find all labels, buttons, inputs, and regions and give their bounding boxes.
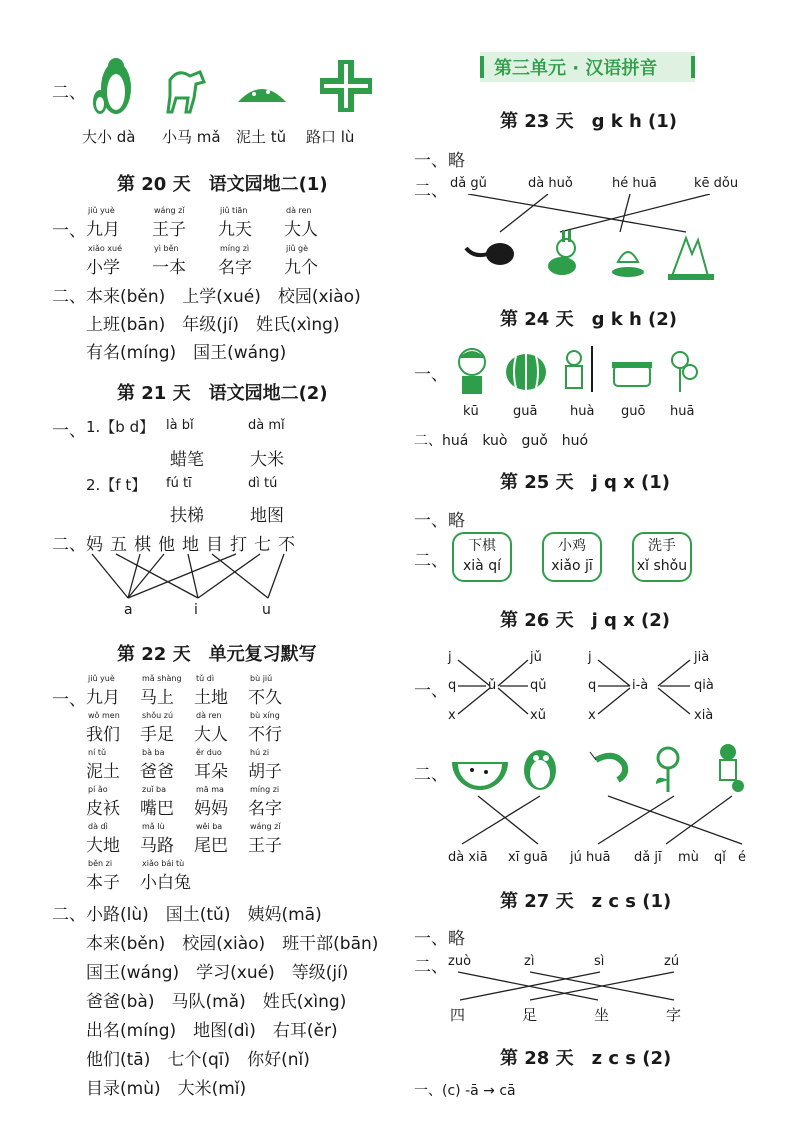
- answer-line: 一、(c) -ā → cā: [414, 1083, 516, 1099]
- final-center: ǔ: [488, 678, 497, 693]
- pinyin: fú tī: [166, 476, 192, 491]
- section-label: 一、: [52, 221, 86, 241]
- ruby-hanzi: 小白兔: [140, 873, 191, 893]
- day-28-title: 第 28 天 z c s (2): [500, 1048, 672, 1069]
- result: jǔ: [530, 650, 542, 665]
- section-label: 二、: [52, 535, 86, 555]
- char: 他: [158, 535, 175, 555]
- char: 妈: [86, 535, 103, 555]
- ruby-pinyin: ěr duo: [196, 748, 222, 757]
- star-lines-right: [596, 656, 696, 718]
- card-hanzi: 洗手: [648, 538, 676, 554]
- watermelon-icon: [452, 762, 508, 790]
- ruby-hanzi: 嘴巴: [140, 799, 174, 819]
- pinyin: dà xiā: [448, 850, 488, 865]
- section-label: 一、略: [414, 511, 465, 531]
- dirt-mound-icon: [238, 89, 286, 102]
- pinyin: zú: [664, 954, 680, 969]
- char: 地: [182, 535, 199, 555]
- vowel: i: [194, 602, 198, 618]
- day-25-title: 第 25 天 j q x (1): [500, 472, 671, 493]
- star-lines-left: [456, 656, 536, 718]
- day-21-title: 第 21 天 语文园地二(2): [117, 383, 328, 404]
- picture-word: 小马 mǎ: [162, 128, 221, 146]
- initial: j: [448, 650, 452, 665]
- day-20-title: 第 20 天 语文园地二(1): [117, 174, 328, 195]
- pinyin: dà mǐ: [248, 418, 285, 433]
- matching-lines: [448, 970, 688, 1002]
- ruby-hanzi: 不行: [248, 725, 282, 745]
- ruby-hanzi: 大人: [194, 725, 228, 745]
- ruby-pinyin: jiǔ gè: [286, 244, 309, 253]
- ruby-pinyin: yì běn: [154, 244, 179, 253]
- word-card: [452, 532, 512, 582]
- ruby-hanzi: 胡子: [248, 762, 282, 782]
- ruby-hanzi: 皮袄: [86, 799, 120, 819]
- ruby-hanzi: 马上: [140, 688, 174, 708]
- ruby-pinyin: dà ren: [196, 711, 222, 720]
- pinyin: dǎ jī: [634, 850, 662, 865]
- char: 棋: [134, 535, 151, 555]
- result: qià: [694, 678, 714, 693]
- ruby-hanzi: 泥土: [86, 762, 120, 782]
- answer-line: 二、huá kuò guǒ huó: [414, 433, 589, 449]
- answer-word: 蜡笔: [170, 450, 204, 470]
- answer-line: 他们(tā) 七个(qī) 你好(nǐ): [86, 1050, 310, 1070]
- vowel: a: [124, 602, 133, 618]
- pinyin: qǐ: [714, 850, 726, 865]
- ruby-pinyin: jiǔ yuè: [88, 674, 115, 683]
- char: 坐: [594, 1006, 610, 1024]
- day-22-title: 第 22 天 单元复习默写: [117, 644, 317, 665]
- ruby-pinyin: dà dì: [88, 822, 108, 831]
- ruby-hanzi: 王子: [248, 836, 282, 856]
- initial: j: [588, 650, 592, 665]
- shrimp-icon: [590, 752, 625, 780]
- ruby-pinyin: dà ren: [286, 206, 312, 215]
- answer-line: 出名(míng) 地图(dì) 右耳(ěr): [86, 1021, 338, 1041]
- d24-pictures: [450, 344, 710, 398]
- ruby-hanzi: 王子: [152, 220, 186, 240]
- pinyin: zì: [524, 954, 535, 969]
- pinyin: dà huǒ: [528, 176, 573, 191]
- ruby-pinyin: wáng zǐ: [250, 822, 281, 831]
- answer-line: 爸爸(bà) 马队(mǎ) 姓氏(xìng): [86, 992, 347, 1012]
- ruby-hanzi: 九个: [284, 258, 318, 278]
- char: 五: [110, 535, 127, 555]
- ruby-pinyin: jiǔ tiān: [220, 206, 248, 215]
- ruby-pinyin: běn zi: [88, 859, 113, 868]
- pinyin: huà: [570, 404, 595, 419]
- ruby-pinyin: pí ǎo: [88, 785, 108, 794]
- pinyin: huā: [670, 404, 695, 419]
- crossroad-icon: [320, 60, 372, 112]
- ruby-pinyin: mǎ shàng: [142, 674, 182, 683]
- ruby-hanzi: 九月: [86, 688, 120, 708]
- char: 目: [206, 535, 223, 555]
- picture-word: 泥土 tǔ: [236, 128, 287, 146]
- banner-bar-left: [480, 56, 484, 78]
- lotus-icon: [612, 252, 644, 277]
- painting-icon: [566, 346, 592, 392]
- campfire-icon: [668, 238, 714, 280]
- tadpole-icon: [466, 243, 514, 265]
- ruby-hanzi: 土地: [194, 688, 228, 708]
- char: 不: [278, 535, 295, 555]
- pumpkin-icon: [506, 354, 546, 390]
- ruby-hanzi: 大人: [284, 220, 318, 240]
- section-label: 一、略: [414, 151, 465, 171]
- pinyin: mù: [678, 850, 699, 865]
- ruby-pinyin: wǒ men: [88, 711, 120, 720]
- flower-icon: [672, 352, 697, 392]
- ruby-hanzi: 九月: [86, 220, 120, 240]
- boy-chicken-icon: [720, 744, 744, 792]
- ruby-pinyin: míng zì: [220, 244, 250, 253]
- ruby-pinyin: míng zi: [250, 785, 280, 794]
- pinyin: kē dǒu: [694, 176, 739, 191]
- ruby-hanzi: 手足: [140, 725, 174, 745]
- ruby-hanzi: 尾巴: [194, 836, 228, 856]
- answer-line: 本来(běn) 校园(xiào) 班干部(bān): [86, 934, 379, 954]
- ruby-hanzi: 不久: [248, 688, 282, 708]
- section-label: 一、: [52, 690, 86, 710]
- section-label: 二、: [52, 905, 86, 925]
- chrysanthemum-icon: [656, 748, 678, 792]
- ruby-hanzi: 爸爸: [140, 762, 174, 782]
- q1-prefix: 1.【b d】: [86, 418, 155, 436]
- initial: q: [448, 678, 457, 693]
- section-label: 二、: [52, 287, 86, 307]
- pinyin: zuò: [448, 954, 472, 969]
- section-label: 二、: [414, 181, 448, 201]
- ruby-hanzi: 小学: [86, 258, 120, 278]
- section-label: 二、: [414, 765, 448, 785]
- pinyin: xī guā: [508, 850, 548, 865]
- unit-title: 第三单元 · 汉语拼音: [494, 58, 658, 79]
- answer-line: 小路(lù) 国土(tǔ) 姨妈(mā): [86, 905, 322, 925]
- ruby-pinyin: zuǐ ba: [142, 785, 167, 794]
- ruby-hanzi: 马路: [140, 836, 174, 856]
- result: qǔ: [530, 678, 547, 693]
- ruby-pinyin: ní tǔ: [88, 748, 107, 757]
- ruby-pinyin: mā ma: [196, 785, 224, 794]
- ruby-hanzi: 妈妈: [194, 799, 228, 819]
- card-pinyin: xǐ shǒu: [636, 558, 688, 574]
- matching-lines: [80, 552, 340, 602]
- ruby-hanzi: 耳朵: [194, 762, 228, 782]
- answer-line: 上班(bān) 年级(jí) 姓氏(xìng): [86, 315, 340, 335]
- answer-line: 本来(běn) 上学(xué) 校园(xiào): [86, 287, 361, 307]
- card-pinyin: xiǎo jī: [551, 558, 593, 574]
- penguin-icon: [93, 58, 131, 114]
- answer-line: 国王(wáng) 学习(xué) 等级(jí): [86, 963, 349, 983]
- ruby-pinyin: wáng zǐ: [154, 206, 185, 215]
- matching-lines: [448, 794, 758, 848]
- pinyin: dǎ gǔ: [450, 176, 487, 191]
- initial: x: [588, 708, 596, 723]
- q2-prefix: 2.【f t】: [86, 476, 147, 494]
- card-hanzi: 下棋: [468, 538, 496, 554]
- ruby-pinyin: shǒu zú: [142, 711, 174, 720]
- char: 四: [450, 1006, 466, 1024]
- answer-line: 目录(mù) 大米(mǐ): [86, 1079, 247, 1099]
- day-23-title: 第 23 天 g k h (1): [500, 111, 678, 132]
- section-label: 二、: [52, 83, 86, 103]
- day-24-title: 第 24 天 g k h (2): [500, 309, 678, 330]
- pot-icon: [612, 362, 652, 386]
- section-label: 一、略: [414, 929, 465, 949]
- pinyin: kū: [463, 404, 479, 419]
- ruby-hanzi: 九天: [218, 220, 252, 240]
- result: xià: [694, 708, 714, 723]
- pinyin: é: [738, 850, 746, 865]
- pinyin: dì tú: [248, 476, 278, 491]
- initial: x: [448, 708, 456, 723]
- pinyin: là bǐ: [166, 418, 194, 433]
- ruby-pinyin: mǎ lù: [142, 822, 165, 831]
- ruby-pinyin: jiǔ yuè: [88, 206, 115, 215]
- picture-word: 路口 lù: [306, 128, 355, 146]
- pinyin: guō: [621, 404, 646, 419]
- pinyin: jú huā: [570, 850, 611, 865]
- day-27-title: 第 27 天 z c s (1): [500, 891, 672, 912]
- ruby-pinyin: wěi ba: [196, 822, 223, 831]
- answer-word: 扶梯: [170, 506, 204, 526]
- ruby-pinyin: xiǎo xué: [88, 244, 123, 253]
- horse-icon: [168, 72, 204, 112]
- answer-word: 大米: [250, 450, 284, 470]
- final-center: i-à: [632, 678, 649, 693]
- chick-icon: [524, 750, 556, 790]
- vowel: u: [262, 602, 271, 618]
- ruby-pinyin: hú zi: [250, 748, 270, 757]
- d23-pictures: [460, 228, 760, 284]
- word-card: [632, 532, 692, 582]
- card-pinyin: xià qí: [463, 558, 501, 574]
- ruby-hanzi: 名字: [218, 258, 252, 278]
- picture-word: 大小 dà: [82, 128, 136, 146]
- ruby-hanzi: 本子: [86, 873, 120, 893]
- ruby-hanzi: 我们: [86, 725, 120, 745]
- char: 七: [254, 535, 271, 555]
- banner-bar-right: [691, 56, 695, 78]
- char: 字: [666, 1006, 682, 1024]
- initial: q: [588, 678, 597, 693]
- ruby-pinyin: bù jiǔ: [250, 674, 273, 683]
- ruby-pinyin: bà ba: [142, 748, 165, 757]
- word-card: [542, 532, 602, 582]
- ruby-pinyin: bù xíng: [250, 711, 280, 720]
- result: jià: [694, 650, 710, 665]
- pinyin: hé huā: [612, 176, 657, 191]
- ruby-pinyin: xiǎo bái tù: [142, 859, 185, 868]
- section-label: 一、: [414, 681, 448, 701]
- pinyin: guā: [513, 404, 538, 419]
- section-label: 二、: [414, 957, 448, 977]
- ruby-pinyin: tǔ dì: [196, 674, 215, 683]
- char: 打: [230, 535, 247, 555]
- section-label: 一、: [52, 421, 86, 441]
- ruby-hanzi: 一本: [152, 258, 186, 278]
- card-hanzi: 小鸡: [558, 538, 586, 554]
- ruby-hanzi: 名字: [248, 799, 282, 819]
- d26-pictures: [448, 742, 758, 796]
- ruby-hanzi: 大地: [86, 836, 120, 856]
- rabbit-drum-icon: [548, 230, 576, 275]
- day-26-title: 第 26 天 j q x (2): [500, 610, 671, 631]
- char: 足: [522, 1006, 538, 1024]
- section-label: 二、: [414, 551, 448, 571]
- section-label: 一、: [414, 365, 448, 385]
- answer-line: 有名(míng) 国王(wáng): [86, 343, 287, 363]
- picture-row: [90, 52, 380, 118]
- answer-word: 地图: [250, 506, 284, 526]
- result: xǔ: [530, 708, 546, 723]
- pinyin: sì: [594, 954, 605, 969]
- crying-boy-icon: [459, 349, 485, 394]
